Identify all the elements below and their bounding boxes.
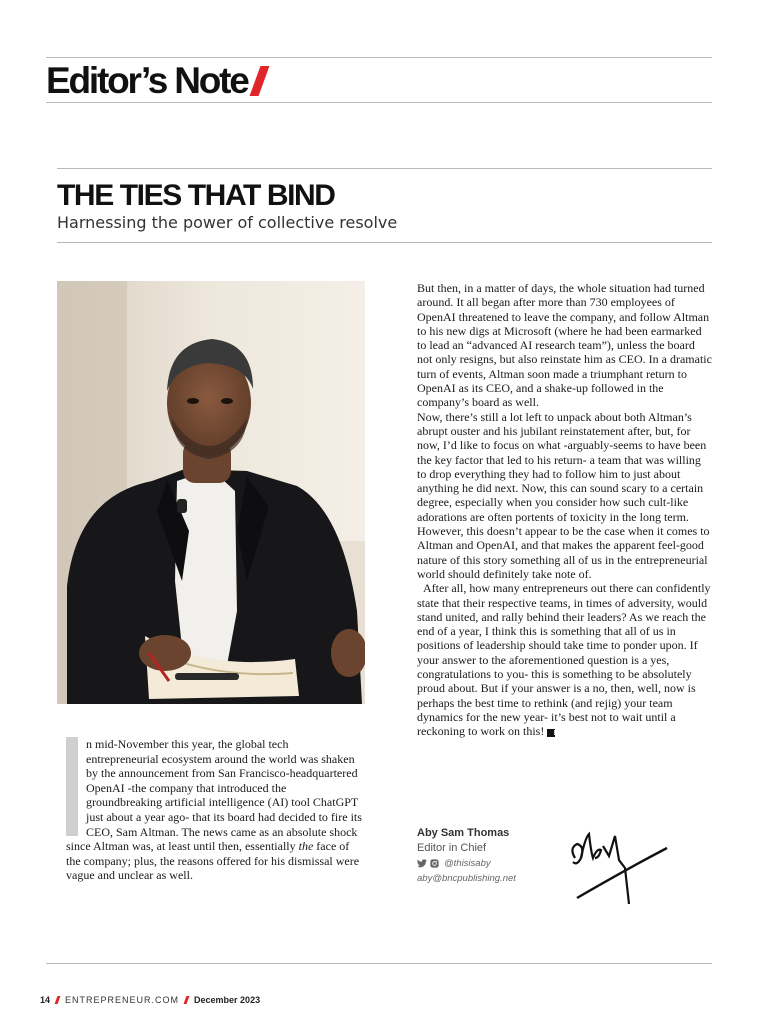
author-photo bbox=[57, 281, 365, 704]
subhead: Harnessing the power of collective resolve bbox=[57, 213, 398, 232]
accent-slash bbox=[249, 66, 269, 96]
article-paragraph bbox=[417, 581, 713, 738]
accent-slash bbox=[184, 996, 190, 1004]
article-paragraph: But then, in a matter of days, the whole situation had turned around. It all began after more than 730 employees of OpenAI threatened to leave the company, and follow Altman to his new digs at Microsoft (where he had been earmarked to lead an “advanced AI research team”), unless the board not only resigns, but also reinstate him as CEO. In a dramatic turn of events, Altman soon made a triumphant return to OpenAI as its CEO, and a shake-up followed in the company’s board as well. bbox=[417, 281, 712, 410]
emphasis-text: the bbox=[298, 839, 314, 854]
footer-site: ENTREPRENEUR.COM bbox=[65, 995, 180, 1005]
article-paragraph bbox=[66, 737, 362, 883]
instagram-icon[interactable] bbox=[430, 859, 439, 868]
footer-rule bbox=[46, 963, 712, 964]
end-mark-icon: E bbox=[547, 729, 555, 737]
author-social bbox=[417, 856, 567, 871]
paragraph-text: face of the company; plus, the reasons offered for his dismissal were vague and unclear as well. bbox=[66, 839, 360, 883]
accent-slash bbox=[55, 996, 61, 1004]
drop-cap-i bbox=[66, 737, 78, 836]
section-rule bbox=[46, 102, 712, 103]
article-paragraph: Now, there’s still a lot left to unpack about both Altman’s abrupt ouster and his jubilant reinstatement after, but, for now, I’d like to focus on what -arguably-seems to have been the key factor that led to his return- a team that was willing to drop everything they had to follow him to just about anything he did next. Now, this can sound scary to a certain degree, especially when you consider how such cult-like adorations are often portents of toxicity in the long term. However, this doesn’t appear to be the case when it comes to Altman and OpenAI, and that makes the apparent feel-good nature of this story something all of us in the entrepreneurial world should definitely take note of. bbox=[417, 409, 710, 581]
headline: THE TIES THAT BIND bbox=[57, 179, 335, 212]
paragraph-text: n mid-November this year, the global tech entrepreneurial ecosystem around the world was shaken by the announcement from San Francisco-headquartered OpenAI -the company that introduced the groundbreaking artificial intelligence (AI) tool ChatGPT just about a year ago- that its board had decided to fire its CEO, Sam Altman. The news came as an absolute shock since Altman was, at least until then, essentially bbox=[66, 737, 362, 854]
headline-top-rule bbox=[57, 168, 712, 169]
handwritten-signature bbox=[565, 818, 675, 908]
page-number: 14 bbox=[40, 995, 51, 1005]
twitter-icon[interactable] bbox=[417, 859, 427, 868]
page-footer bbox=[40, 994, 260, 1006]
author-signature-block bbox=[417, 826, 567, 886]
top-rule bbox=[46, 57, 712, 58]
author-title: Editor in Chief bbox=[417, 842, 487, 854]
author-name: Aby Sam Thomas bbox=[417, 827, 510, 839]
section-title bbox=[46, 60, 264, 102]
paragraph-text: After all, how many entrepreneurs out there can confidently state that their respective teams, in times of adversity, would stand united, and rally behind their leaders? As we reach the end of a year, I think this is something that all of us in positions of leadership should take time to ponder upon. If your answer to the aforementioned question is a yes, congratulations to you- this is something to be absolutely proud about. But if your answer is a no, then, well, now is perhaps the best time to rethink (and rejig) your team dynamics for the new year- it’s best not to wait until a reckoning to work on this! bbox=[417, 581, 711, 739]
section-title-text: Editor’s Note bbox=[46, 60, 248, 101]
author-email[interactable]: aby@bncpublishing.net bbox=[417, 873, 516, 884]
article-right-column bbox=[417, 281, 713, 739]
author-handle[interactable]: @thisisaby bbox=[444, 858, 491, 869]
article-left-column bbox=[66, 737, 362, 883]
headline-bottom-rule bbox=[57, 242, 712, 243]
footer-issue: December 2023 bbox=[194, 995, 261, 1005]
